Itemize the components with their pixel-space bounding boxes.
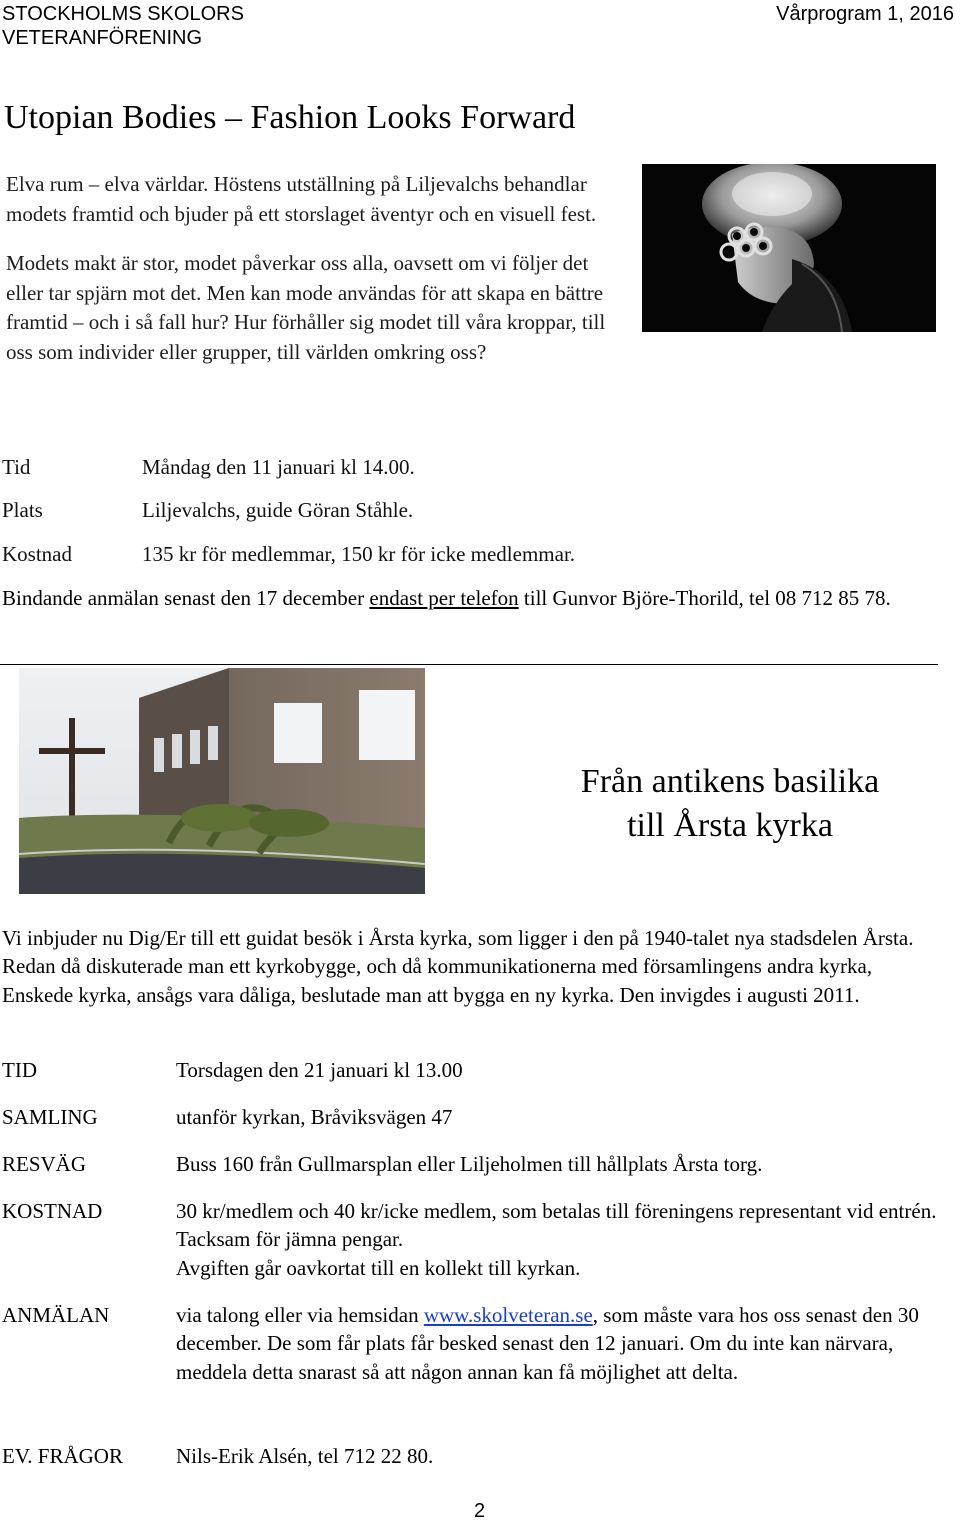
- event1-cost-value: 135 kr för medlemmar, 150 kr för icke medlemmar.: [142, 542, 576, 566]
- event1-time-label: Tid: [2, 455, 31, 479]
- program-label: Vårprogram 1, 2016: [776, 3, 954, 25]
- event2-title-line-1: Från antikens basilika: [580, 763, 880, 800]
- event2-description: Vi inbjuder nu Dig/Er till ett guidat besök i Årsta kyrka, som ligger i den på 1940-talet nya stadsdelen Årsta. Redan då diskuterade man ett kyrkobygge, och då kommunikationerna med församlingens andra kyrka, Enskede kyrka, ansågs vara dåliga, beslutade man att bygga en ny kyrka. Den invigdes i augusti 2011.: [2, 926, 914, 1007]
- event2-meeting-value: utanför kyrkan, Bråviksvägen 47: [176, 1105, 453, 1129]
- event1-cost-label: Kostnad: [2, 542, 72, 566]
- event2-cost-line-1: 30 kr/medlem och 40 kr/icke medlem, som betalas till föreningens representant vid entrén. Tacksam för jämna pengar.: [176, 1199, 937, 1252]
- event2-registration-label: ANMÄLAN: [2, 1303, 110, 1327]
- website-link[interactable]: www.skolveteran.se: [423, 1303, 593, 1327]
- section-divider: [0, 664, 938, 665]
- event2-route-value: Buss 160 från Gullmarsplan eller Liljeholmen till hållplats Årsta torg.: [176, 1152, 763, 1176]
- event1-intro-paragraph-2: Modets makt är stor, modet påverkar oss alla, oavsett om vi följer det eller tar spjärn mot det. Men kan mode användas för att skapa en bättre framtid – och i så fall hur? Hur förhåller sig modet till våra kroppar, till oss som individer eller grupper, till världen omkring oss?: [6, 251, 606, 364]
- event2-title-line-2: till Årsta kyrka: [627, 807, 833, 844]
- event1-intro-paragraph-1: Elva rum – elva världar. Höstens utställning på Liljevalchs behandlar modets framtid och bjuder på ett storslaget äventyr och en visuell fest.: [6, 172, 597, 226]
- event1-registration-note: [2, 584, 922, 612]
- event2-cost-value: [176, 1197, 958, 1282]
- event2-questions-value: Nils-Erik Alsén, tel 712 22 80.: [176, 1444, 434, 1468]
- event2-title: [540, 760, 920, 848]
- event2-meeting-label: SAMLING: [2, 1105, 98, 1129]
- note-text-end: till Gunvor Björe-Thorild, tel 08 712 85 78.: [518, 586, 891, 610]
- event2-route-label: RESVÄG: [2, 1152, 87, 1176]
- event1-place-label: Plats: [2, 498, 43, 522]
- event1-time-value: Måndag den 11 januari kl 14.00.: [142, 455, 415, 479]
- org-line-1: STOCKHOLMS SKOLORS: [2, 3, 244, 25]
- event2-cost-line-2: Avgiften går oavkortat till en kollekt till kyrkan.: [176, 1255, 581, 1280]
- page-number: 2: [474, 1500, 486, 1522]
- event2-time-value: Torsdagen den 21 januari kl 13.00: [176, 1058, 463, 1082]
- event2-time-label: TID: [2, 1058, 37, 1082]
- event1-place-value: Liljevalchs, guide Göran Ståhle.: [142, 498, 414, 522]
- registration-text: via talong eller via hemsidan: [176, 1303, 424, 1327]
- org-line-2: VETERANFÖRENING: [2, 27, 203, 49]
- event2-cost-label: KOSTNAD: [2, 1199, 103, 1223]
- note-text: Bindande anmälan senast den 17 december: [2, 586, 370, 610]
- event1-intro: [6, 170, 618, 367]
- fashion-model-image: [642, 164, 936, 332]
- organization-name: [2, 2, 244, 50]
- event2-registration-value: [176, 1301, 958, 1386]
- registration-text-end: , som måste vara hos oss senast den 30 december. De som får plats får besked senast den 12 januari. Om du inte kan närvara, meddela detta snarast så att någon annan kan få möjlighet att delta.: [176, 1303, 919, 1384]
- arsta-church-image: [19, 668, 425, 894]
- event1-title: Utopian Bodies – Fashion Looks Forward: [4, 99, 576, 136]
- event2-questions-label: EV. FRÅGOR: [2, 1444, 123, 1468]
- note-emphasis: endast per telefon: [369, 586, 519, 610]
